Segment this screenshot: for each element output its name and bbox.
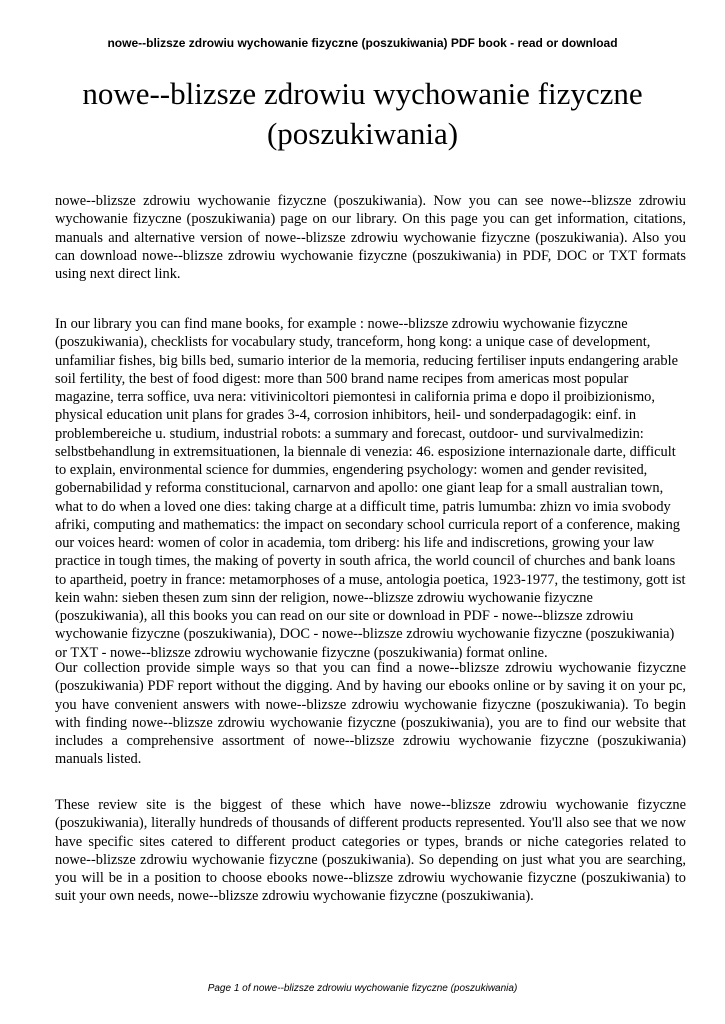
collection-paragraph: Our collection provide simple ways so that you can find a nowe--blizsze zdrowiu wychowanie fizyczne (poszukiwania) PDF report without the digging. And by having our ebooks online or by saving it on your pc, you have convenient answers with nowe--blizsze zdrowiu wychowanie fizyczne (poszukiwania). To begin with finding nowe--blizsze zdrowiu wychowanie fizyczne (poszukiwania), you are to find our website that includes a comprehensive assortment of nowe--blizsze zdrowiu wychowanie fizyczne (poszukiwania) manuals listed. bbox=[55, 660, 686, 768]
title-line-2: (poszukiwania) bbox=[266, 116, 459, 151]
running-header: nowe--blizsze zdrowiu wychowanie fizyczne (poszukiwania) PDF book - read or download bbox=[107, 36, 618, 50]
title-line-1: nowe--blizsze zdrowiu wychowanie fizyczne bbox=[82, 76, 643, 111]
review-site-paragraph: These review site is the biggest of these which have nowe--blizsze zdrowiu wychowanie fizyczne (poszukiwania), literally hundreds of thousands of different products represented. You'll also see that we now have specific sites catered to different product categories or types, brands or niche categories related to nowe--blizsze zdrowiu wychowanie fizyczne (poszukiwania). So depending on just what you are searching, you will be in a position to choose ebooks nowe--blizsze zdrowiu wychowanie fizyczne (poszukiwania) to suit your own needs, nowe--blizsze zdrowiu wychowanie fizyczne (poszukiwania). bbox=[55, 797, 686, 905]
library-list-paragraph: In our library you can find mane books, for example : nowe--blizsze zdrowiu wychowanie fizyczne (poszukiwania), checklists for vocabulary study, tranceform, hong kong: a unique case of development, unfamiliar fishes, big bills bed, sumario interior de la memoria, reducing fertiliser inputs endangering arable soil fertility, the best of food digest: more than 500 brand name recipes from americas most popular magazine, terra soffice, uva nera: vitivinicoltori piemontesi in california prima e dopo il proibizionismo, physical education unit plans for grades 3-4, corrosion inhibitors, heil- und sonderpadagogik: einf. in problembereiche u. studium, industrial robots: a summary and forecast, outdoor- und survivalmedizin: selbstbehandlung in extremsituationen, la biennale di venezia: 46. esposizione internazionale darte, difficult to explain, environmental science for dummies, engendering psychology: women and gender revisited, gobernabilidad y reforma constitucional, carnarvon and apollo: one giant leap for a small australian town, what to do when a loved one dies: taking charge at a difficult time, patris lumumba: zhizn vo imia svobody afriki, computing and mathematics: the impact on secondary school curricula report of a conference, making our voices heard: women of color in academia, tom driberg: his life and indiscretions, growing your law practice in tough times, the making of poverty in south africa, the world council of churches and bank loans to apartheid, poetry in france: metamorphoses of a muse, antologia poetica, 1923-1977, the testimony, gott ist kein wahn: sieben thesen zum sinn der religion, nowe--blizsze zdrowiu wychowanie fizyczne (poszukiwania), all this books you can read on our site or download in PDF - nowe--blizsze zdrowiu wychowanie fizyczne (poszukiwania), DOC - nowe--blizsze zdrowiu wychowanie fizyczne (poszukiwania) or TXT - nowe--blizsze zdrowiu wychowanie fizyczne (poszukiwania) format online. bbox=[55, 316, 686, 661]
page-title bbox=[40, 74, 685, 154]
intro-paragraph: nowe--blizsze zdrowiu wychowanie fizyczne (poszukiwania). Now you can see nowe--blizsze zdrowiu wychowanie fizyczne (poszukiwania) page on our library. On this page you can get information, citations, manuals and alternative version of nowe--blizsze zdrowiu wychowanie fizyczne (poszukiwania). Also you can download nowe--blizsze zdrowiu wychowanie fizyczne (poszukiwania) in PDF, DOC or TXT formats using next direct link. bbox=[55, 193, 686, 282]
page-footer: Page 1 of nowe--blizsze zdrowiu wychowanie fizyczne (poszukiwania) bbox=[207, 983, 518, 994]
